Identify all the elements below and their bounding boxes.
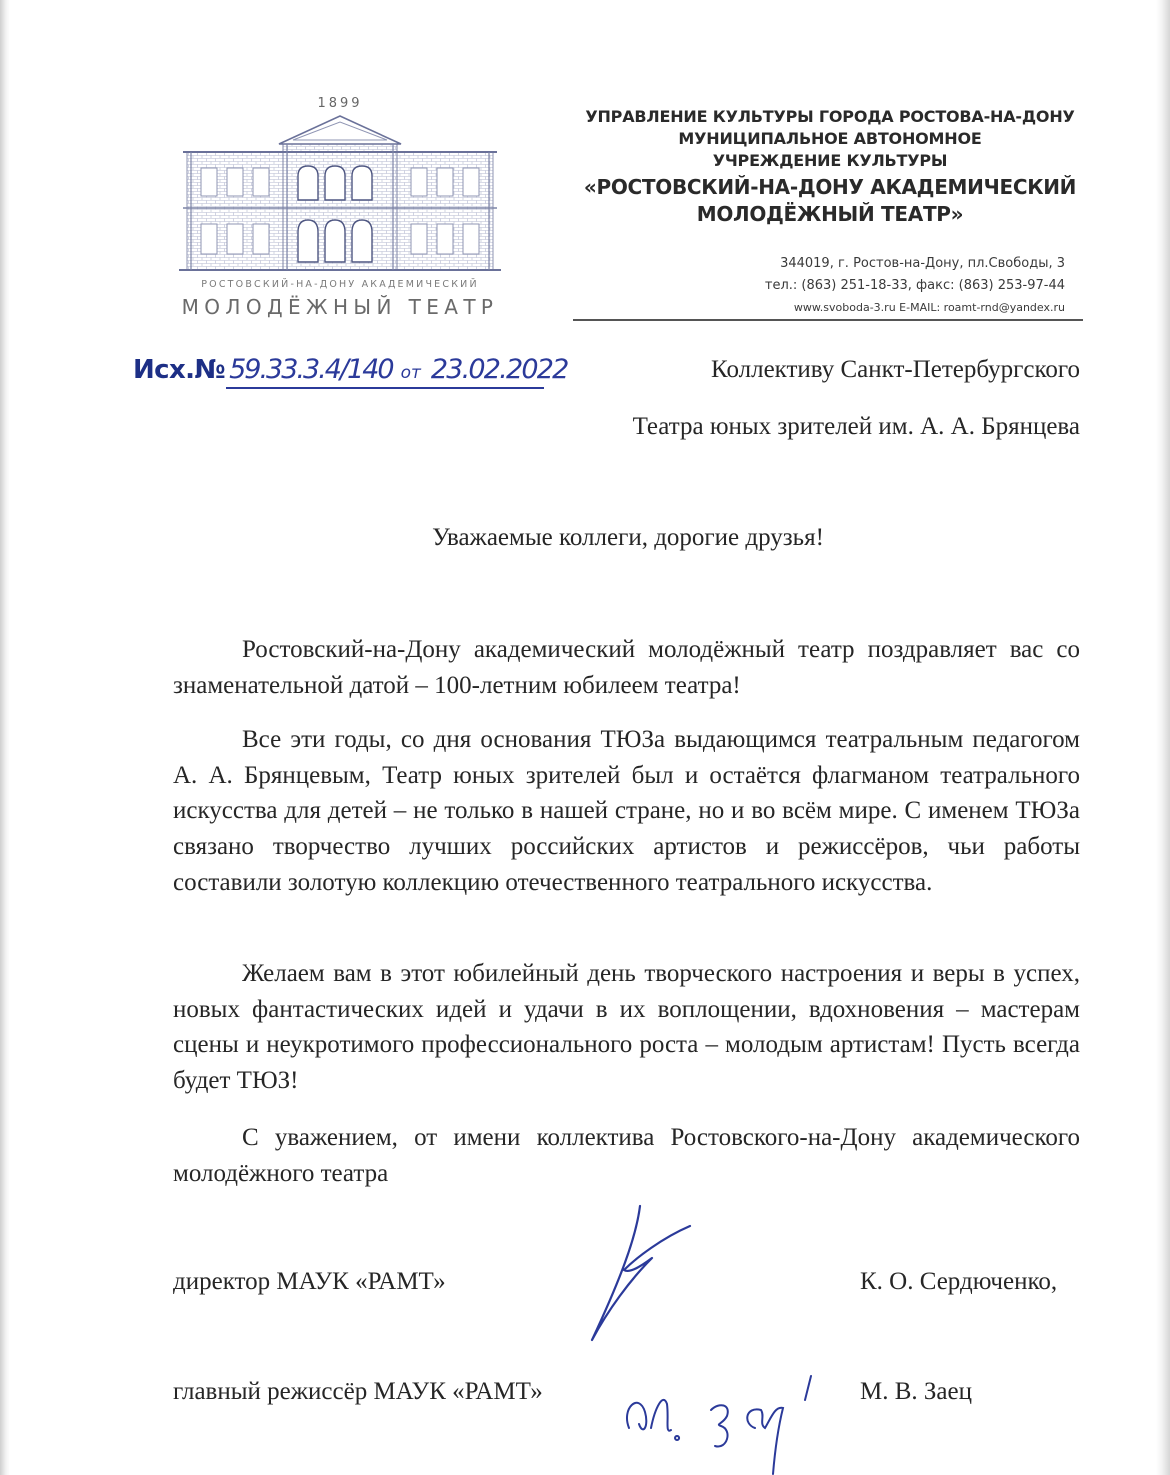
outgoing-date: 23.02.2022: [430, 354, 568, 385]
org-line-3: УЧРЕЖДЕНИЕ КУЛЬТУРЫ: [712, 151, 948, 170]
contact-block: [765, 253, 1065, 319]
org-line-4: «РОСТОВСКИЙ-НА-ДОНУ АКАДЕМИЧЕСКИЙ: [583, 175, 1077, 199]
org-line-5: МОЛОДЁЖНЫЙ ТЕАТР»: [696, 202, 964, 226]
number-underline: [226, 387, 384, 389]
paragraph-closing: С уважением, от имени коллектива Ростовского-на-Дону академического молодёжного театра: [173, 1124, 1080, 1187]
page-edge-right: [1156, 0, 1170, 1475]
director-signature: [578, 1198, 708, 1348]
phone-fax: тел.: (863) 251-18-33, факс: (863) 253-97-44: [764, 278, 1065, 293]
logo-subtitle: РОСТОВСКИЙ-НА-ДОНУ АКАДЕМИЧЕСКИЙ: [201, 279, 479, 290]
postal-address: 344019, г. Ростов-на-Дону, пл.Свободы, 3: [780, 256, 1065, 271]
logo-name: МОЛОДЁЖНЫЙ ТЕАТР: [181, 295, 499, 319]
org-line-2: МУНИЦИПАЛЬНОЕ АВТОНОМНОЕ: [678, 129, 982, 148]
page-edge-left: [0, 0, 10, 1475]
director-name: К. О. Сердюченко,: [860, 1268, 1058, 1295]
director-position: директор МАУК «РАМТ»: [173, 1268, 446, 1295]
addressee-line-2: Театра юных зрителей им. А. А. Брянцева: [632, 413, 1080, 440]
org-line-1: УПРАВЛЕНИЕ КУЛЬТУРЫ ГОРОДА РОСТОВА-НА-ДОНУ: [585, 107, 1075, 126]
director-artistic-name: М. В. Заец: [860, 1378, 972, 1405]
outgoing-label: Исх.№: [133, 355, 226, 385]
date-underline: [384, 387, 544, 389]
theatre-building-engraving: [175, 92, 505, 277]
director-artistic-position: главный режиссёр МАУК «РАМТ»: [173, 1378, 543, 1405]
theatre-logo: [175, 92, 505, 324]
web-email: www.svoboda-3.ru E-MAIL: roamt-rnd@yandex.ru: [793, 301, 1065, 314]
outgoing-ot: от: [400, 363, 421, 383]
organization-header: [580, 106, 1080, 228]
outgoing-number-value: 59.33.3.4/140: [229, 354, 393, 385]
header-divider: [573, 319, 1083, 321]
paragraph-2: Все эти годы, со дня основания ТЮЗа выдающимся театральным педагогом А. А. Брянцевым, Театр юных зрителей был и остаётся флагманом театрального искусства для детей – не только в нашей стране, но и во всём мире. С именем ТЮЗа связано творчество лучших российских артистов и режиссёров, чьи работы составили золотую коллекцию отечественного театрального искусства.: [173, 726, 1080, 896]
logo-year: 1899: [317, 96, 363, 111]
salutation: Уважаемые коллеги, дорогие друзья!: [432, 524, 824, 551]
addressee-line-1: Коллективу Санкт-Петербургского: [711, 356, 1080, 383]
paragraph-3: Желаем вам в этот юбилейный день творческого настроения и веры в успех, новых фантастических идей и удачи в их воплощении, вдохновения – мастерам сцены и неукротимого профессионального роста – молодым артистам! Пусть всегда будет ТЮЗ!: [173, 960, 1080, 1095]
outgoing-number: [133, 354, 567, 385]
paragraph-1: Ростовский-на-Дону академический молодёжный театр поздравляет вас со знаменательной датой – 100-летним юбилеем театра!: [173, 636, 1080, 699]
artistic-director-signature: [615, 1358, 830, 1475]
